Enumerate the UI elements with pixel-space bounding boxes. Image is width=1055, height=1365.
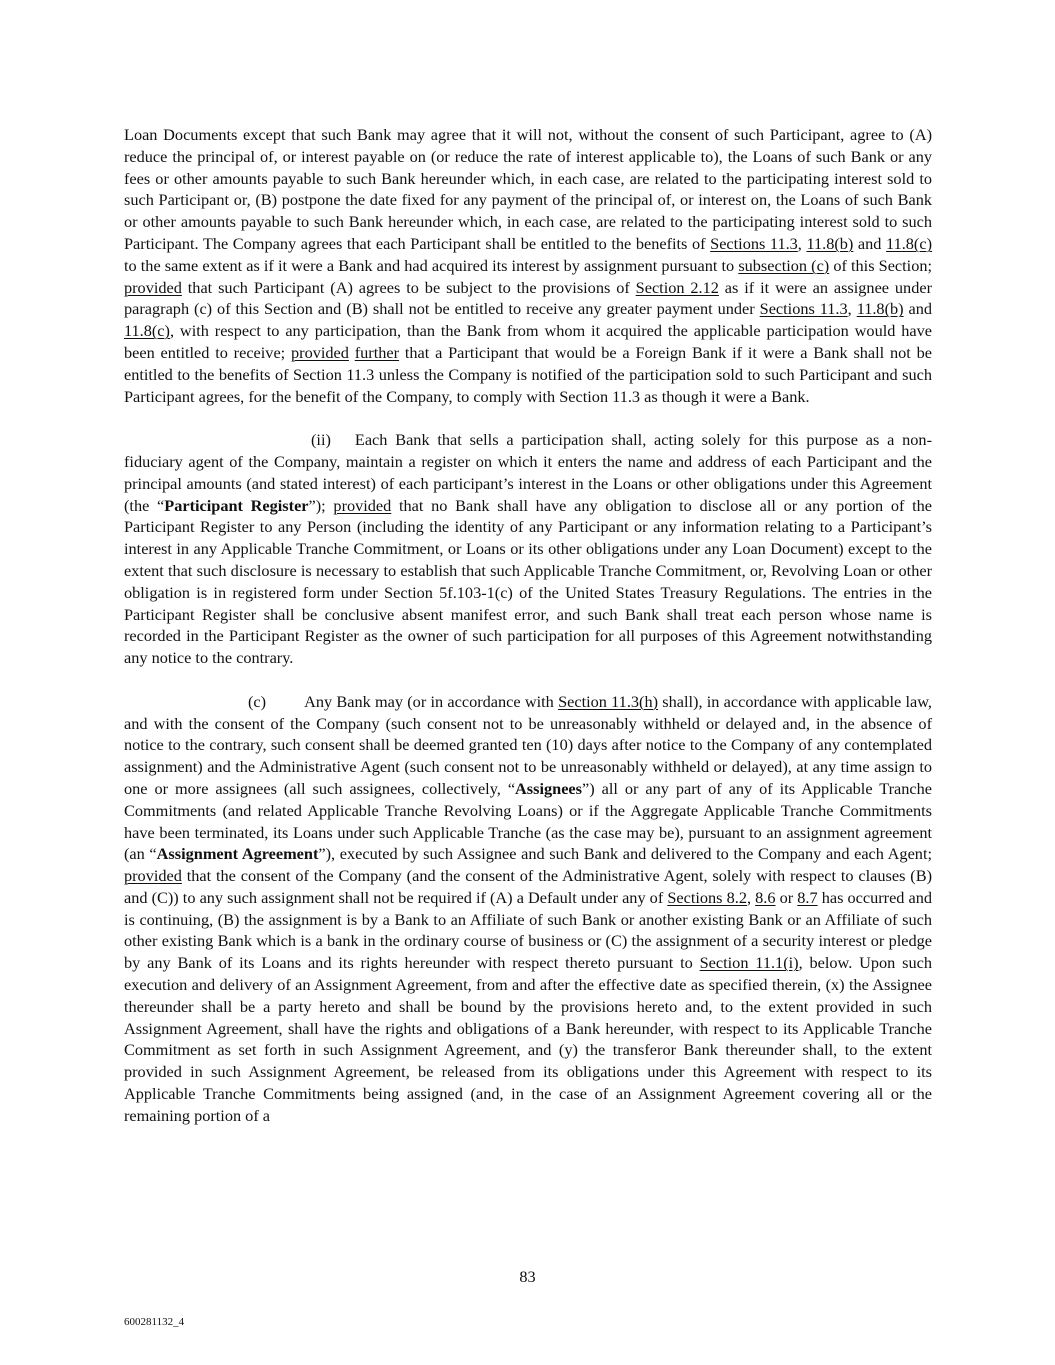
underlined-term: further	[354, 342, 400, 362]
paragraph-c	[124, 691, 932, 1127]
cross-reference-link[interactable]: Sections 11.3	[759, 299, 848, 319]
cross-reference-link[interactable]: 11.8(b)	[856, 299, 904, 319]
body-text	[124, 124, 932, 1127]
cross-reference-link[interactable]: 8.6	[755, 887, 776, 907]
paragraph-label: (ii)	[311, 430, 331, 450]
paragraph-ii	[124, 429, 932, 669]
underlined-term: provided	[124, 277, 182, 297]
page-number: 83	[519, 1267, 536, 1286]
cross-reference-link[interactable]: Section 11.1(i)	[699, 953, 799, 973]
paragraph-continuation	[124, 124, 932, 407]
text-run: ,	[746, 887, 756, 907]
text-run: shall), in accordance with applicable law, and with the consent of the Company (such consent not to be unreasonably withheld or delayed and, in the absence of notice to the contrary, such consent shall be deemed granted ten (10) days after notice to the Company of any contemplated assignment) and the Administrative Agent (such consent not to be unreasonably withheld or delayed), at any time assign to one or more assignees (all such assignees, collectively, “	[124, 691, 932, 798]
text-run: of this Section;	[829, 255, 933, 275]
cross-reference-link[interactable]: Sections 11.3	[710, 233, 798, 253]
text-run: to the same extent as if it were a Bank and had acquired its interest by assignment pursuant to	[124, 255, 739, 275]
text-run: Any Bank may (or in accordance with	[304, 691, 559, 711]
text-run: ,	[847, 299, 857, 319]
text-run: that a Participant that would be a Foreign Bank if it were a Bank shall not be entitled to the benefits of Section 11.3 unless the Company is notified of the participation sold to such Participant and such Participant agrees, for the benefit of the Company, to comply with Section 11.3 as though it were a Bank.	[124, 342, 933, 406]
text-run: ,	[797, 233, 807, 253]
cross-reference-link[interactable]: 11.8(c)	[124, 321, 170, 341]
paragraph-label: (c)	[248, 691, 267, 711]
text-run: as if it were an assignee under paragraph (c) of this Section and (B) shall not be entitled to receive any greater payment under	[124, 277, 932, 319]
cross-reference-link[interactable]: 8.7	[797, 887, 818, 907]
defined-term: Assignment Agreement	[156, 844, 319, 864]
text-run: that no Bank shall have any obligation to disclose all or any portion of the Participant Register to any Person (including the identity of any Participant or any information relating to a Participant’s interest in any Applicable Tranche Commitment, or Loans or its other obligations under any Loan Document) except to the extent that such disclosure is necessary to establish that such Applicable Tranche Commitment, or, Revolving Loan or other obligation is in registered form under Section 5f.103-1(c) of the United States Treasury Regulations. The entries in the Participant Register shall be conclusive absent manifest error, and such Bank shall treat each person whose name is recorded in the Participant Register as the owner of such participation for all purposes of this Agreement notwithstanding any notice to the contrary.	[124, 495, 933, 668]
cross-reference-link[interactable]: 11.8(b)	[806, 233, 854, 253]
cross-reference-link[interactable]: Section 11.3(h)	[558, 691, 659, 711]
text-run: or	[775, 887, 798, 907]
underlined-term: provided	[333, 495, 392, 515]
defined-term: Participant Register	[164, 495, 309, 515]
underlined-term: provided	[124, 866, 182, 886]
text-run: Loan Documents except that such Bank may agree that it will not, without the consent of such Participant, agree to (A) reduce the principal of, or interest payable on (or reduce the rate of interest applicable to), the Loans of such Bank or any fees or other amounts payable to such Bank hereunder which, in each case, are related to the participating interest sold to such Participant or, (B) postpone the date fixed for any payment of the principal of, or interest on, the Loans of such Bank or other amounts payable to such Bank hereunder which, in each case, are related to the participating interest sold to such Participant. The Company agrees that each Participant shall be entitled to the benefits of	[124, 125, 932, 253]
text-run: ”), executed by such Assignee and such Bank and delivered to the Company and each Agent;	[318, 844, 932, 864]
text-run: Each Bank that sells a participation shall, acting solely for this purpose as a non-fiduciary agent of the Company, maintain a register on which it enters the name and address of each Participant and the principal amounts (and stated interest) of each participant’s interest in the Loans or other obligations under this Agreement (the “	[124, 430, 932, 515]
text-run: that the consent of the Company (and the consent of the Administrative Agent, solely with respect to clauses (B) and (C)) to any such assignment shall not be required if (A) a Default under any of	[124, 866, 932, 907]
underlined-term: provided	[291, 342, 349, 362]
document-id: 600281132_4	[124, 1316, 185, 1328]
text-run: ”);	[308, 495, 334, 515]
text-run: and	[853, 233, 887, 253]
text-run: , with respect to any participation, than the Bank from whom it acquired the applicable participation would have been entitled to receive;	[124, 321, 932, 362]
text-run: that such Participant (A) agrees to be subject to the provisions of	[181, 277, 636, 297]
text-run: and	[903, 299, 933, 319]
text-run: , below. Upon such execution and delivery of an Assignment Agreement, from and after the effective date as specified therein, (x) the Assignee thereunder shall be a party hereto and shall be bound by the provisions hereto and, to the extent provided in such Assignment Agreement, shall have the rights and obligations of a Bank hereunder, with respect to its Applicable Tranche Commitment as set forth in such Assignment Agreement, and (y) the transferor Bank thereunder shall, to the extent provided in such Assignment Agreement, be released from its obligations under this Agreement with respect to its Applicable Tranche Commitments being assigned (and, in the case of an Assignment Agreement covering all or the remaining portion of a	[124, 953, 932, 1125]
cross-reference-link[interactable]: subsection (c)	[738, 255, 830, 275]
defined-term: Assignees	[515, 778, 582, 798]
cross-reference-link[interactable]: 11.8(c)	[886, 233, 933, 253]
cross-reference-link[interactable]: Section 2.12	[635, 277, 719, 297]
text-run: ”) all or any part of any of its Applicable Tranche Commitments (and related Applicable Tranche Revolving Loans) or if the Aggregate Applicable Tranche Commitments have been terminated, its Loans under such Applicable Tranche (as the case may be), pursuant to an assignment agreement (an “	[124, 778, 932, 864]
cross-reference-link[interactable]: Sections 8.2	[667, 887, 747, 907]
text-run: has occurred and is continuing, (B) the assignment is by a Bank to an Affiliate of such Bank or another existing Bank or an Affiliate of such other existing Bank which is a bank in the ordinary course of business or (C) the assignment of a security interest or pledge by any Bank of its Loans and its rights hereunder with respect thereto pursuant to	[124, 887, 933, 973]
